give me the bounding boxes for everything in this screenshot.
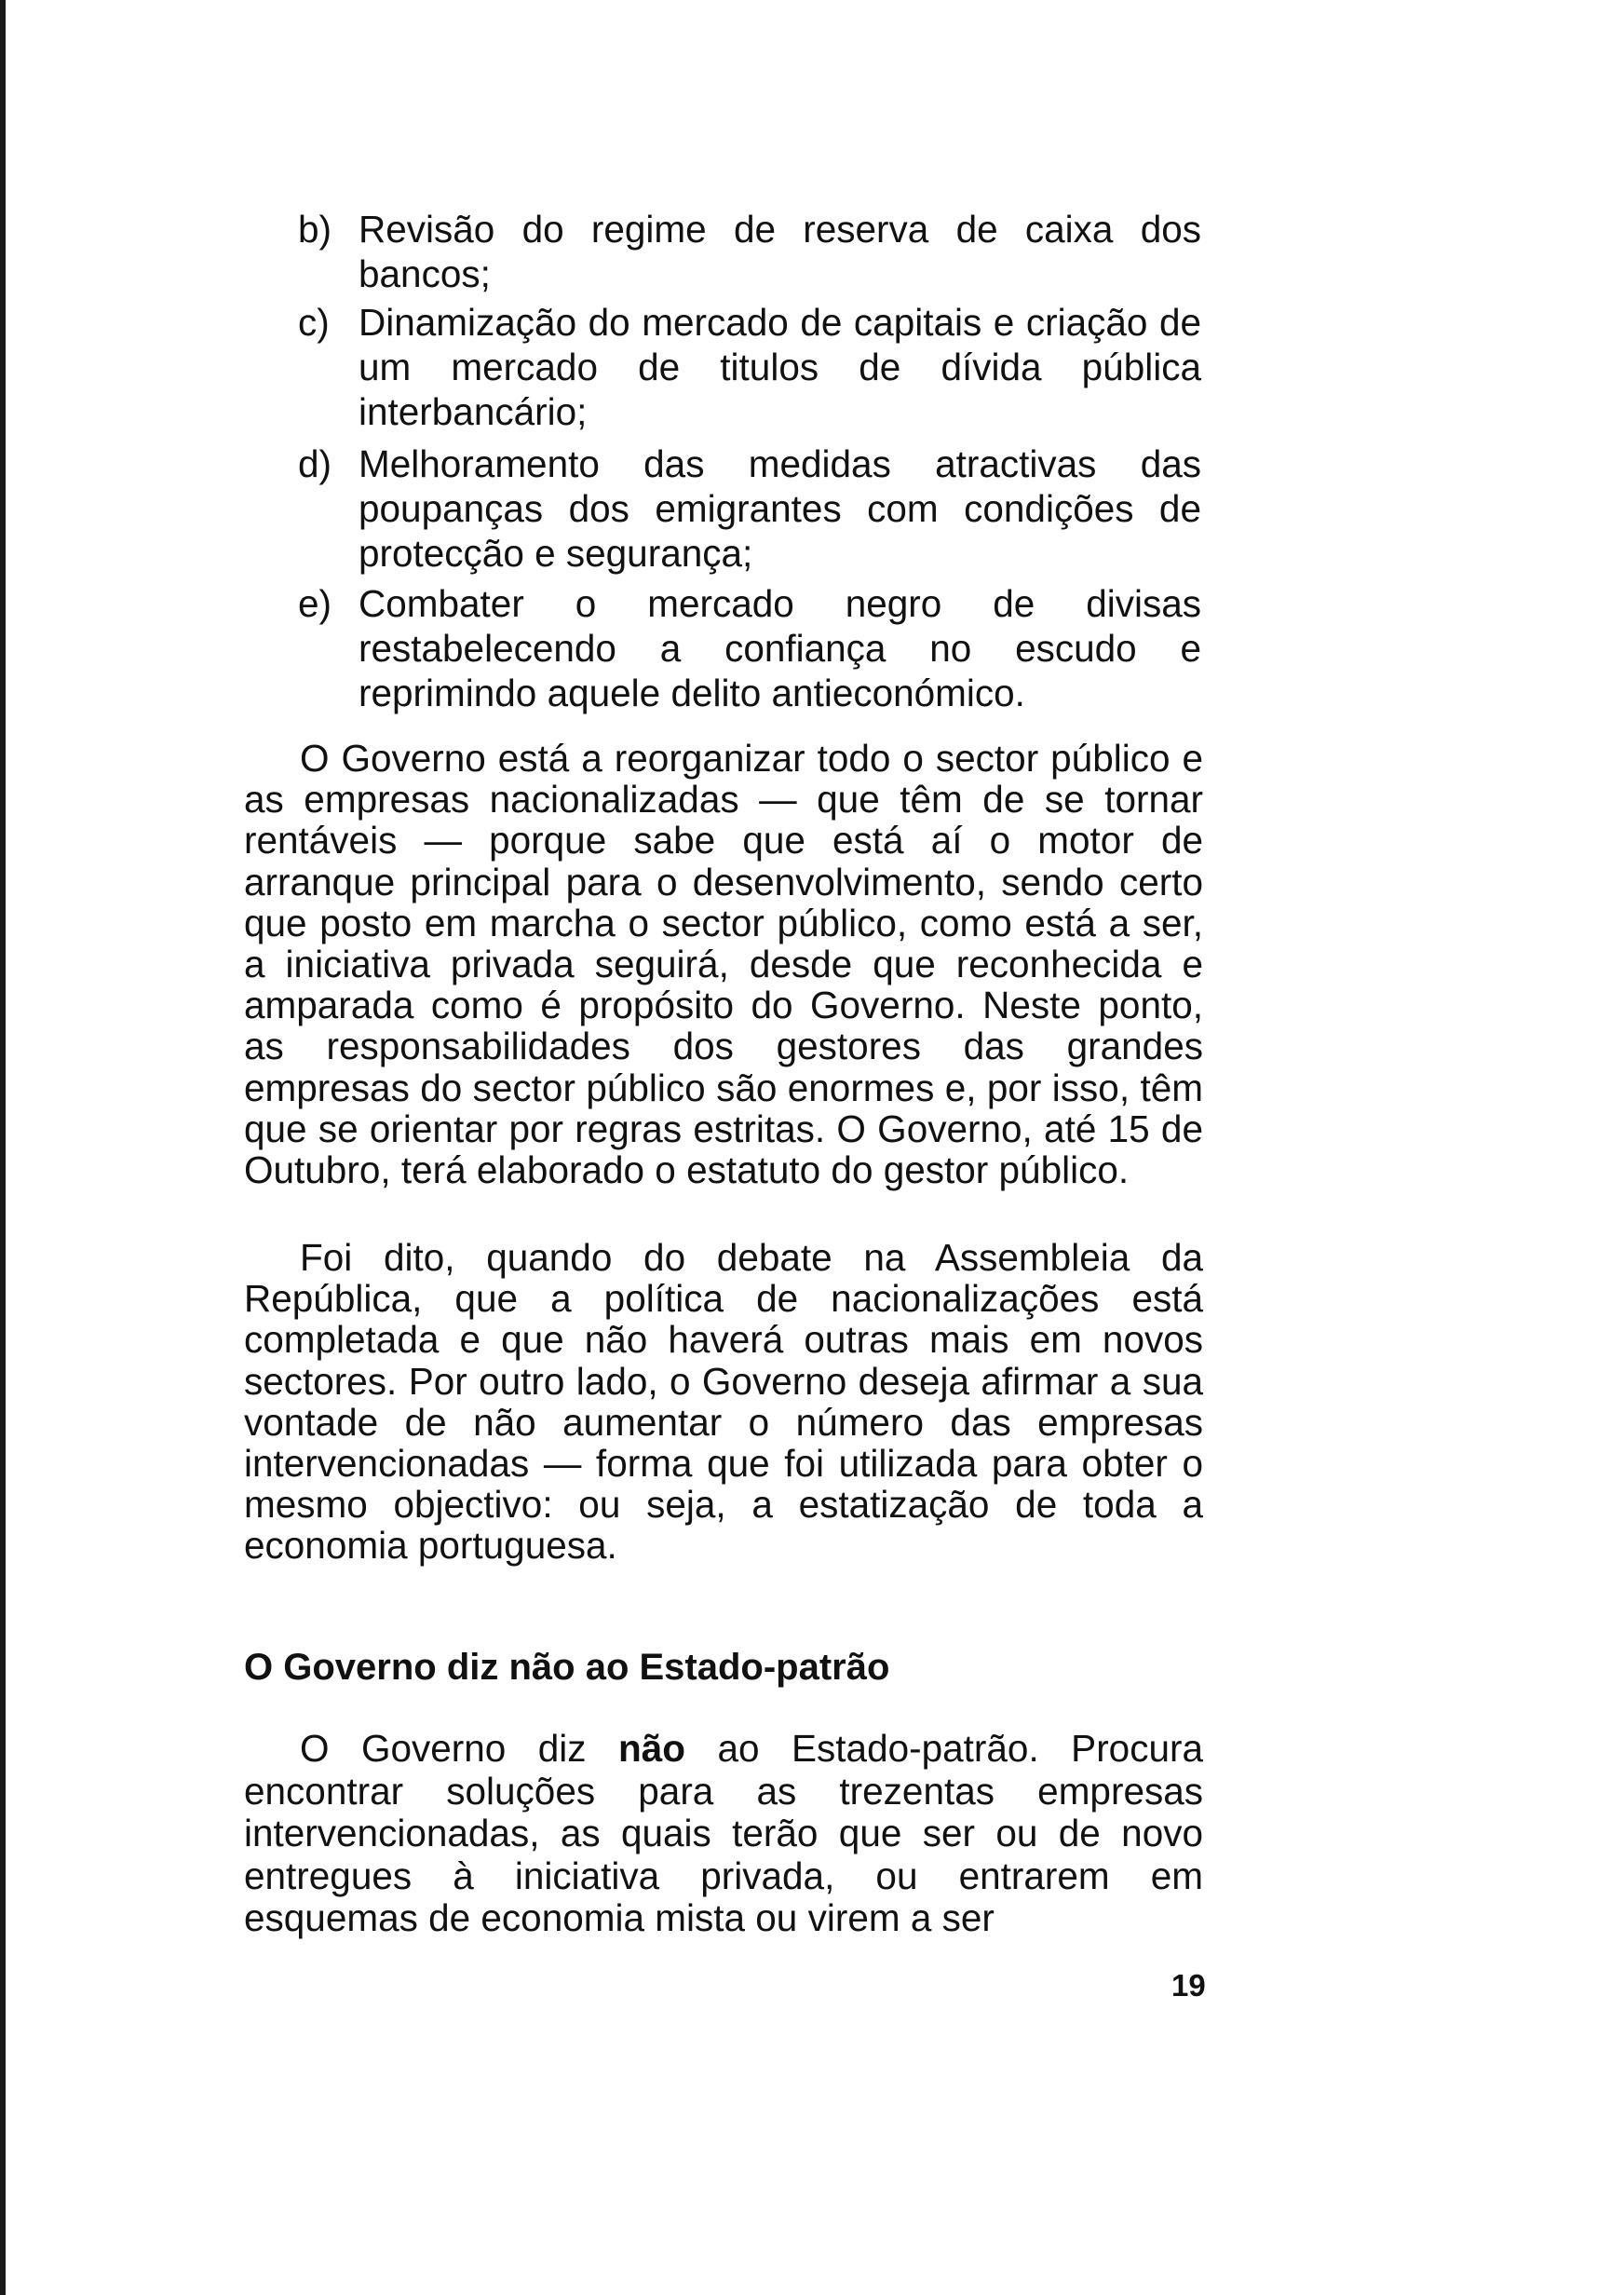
list-item-text: Dinamização do mercado de capitais e criação de um mercado de titulos de dívida pública interbancário; — [359, 301, 1201, 433]
paragraph-public-sector: O Governo está a reorganizar todo o sector público e as empresas nacionalizadas — que têm de se tornar rentáveis — porque sabe que está aí o motor de arranque principal para o desenvolvimento, sendo certo que posto em marcha o sector público, como está a ser, a iniciativa privada seguirá, desde que reconhecida e amparada como é propósito do Governo. Neste ponto, as responsabilidades dos gestores das grandes empresas do sector público são enormes e, por isso, têm que se orientar por regras estritas. O Governo, até 15 de Outubro, terá elaborado o estatuto do gestor público. — [244, 737, 1203, 1192]
list-marker: c) — [298, 301, 330, 344]
list-item-text: Melhoramento das medidas atractivas das poupanças dos emigrantes com condições de protecção e segurança; — [359, 442, 1201, 575]
list-item-text: Combater o mercado negro de divisas restabelecendo a confiança no escudo e reprimindo aquele delito antieconómico. — [359, 582, 1201, 714]
list-item-c — [298, 300, 1201, 434]
list-marker: d) — [298, 442, 332, 485]
intro-text-rest: ao Estado-patrão. Procura encontrar soluções para as trezentas empresas intervencionadas, as quais terão que ser ou de novo entregues à iniciativa privada, ou entrarem em esquemas de economia mista ou virem a ser — [244, 1727, 1203, 1939]
intro-bold-word: não — [618, 1727, 686, 1770]
paragraph-nationalizations: Foi dito, quando do debate na Assembleia da República, que a política de nacionalizações está completada e que não haverá outras mais em novos sectores. Por outro lado, o Governo deseja afirmar a sua vontade de não aumentar o número das empresas intervencionadas — forma que foi utilizada para obter o mesmo objectivo: ou seja, a estatização de toda a economia portuguesa. — [244, 1236, 1203, 1568]
list-item-e — [298, 581, 1201, 715]
list-item-d — [298, 441, 1201, 576]
page-number: 19 — [1171, 1968, 1206, 2003]
paragraph-state-employer — [244, 1728, 1203, 1940]
section-heading: O Governo diz não ao Estado-patrão — [244, 1647, 890, 1688]
list-marker: e) — [298, 582, 332, 625]
list-item-b — [298, 207, 1201, 296]
list-item-text: Revisão do regime de reserva de caixa dos bancos; — [359, 208, 1201, 295]
list-marker: b) — [298, 208, 332, 251]
intro-text-start: O Governo diz — [300, 1727, 619, 1770]
